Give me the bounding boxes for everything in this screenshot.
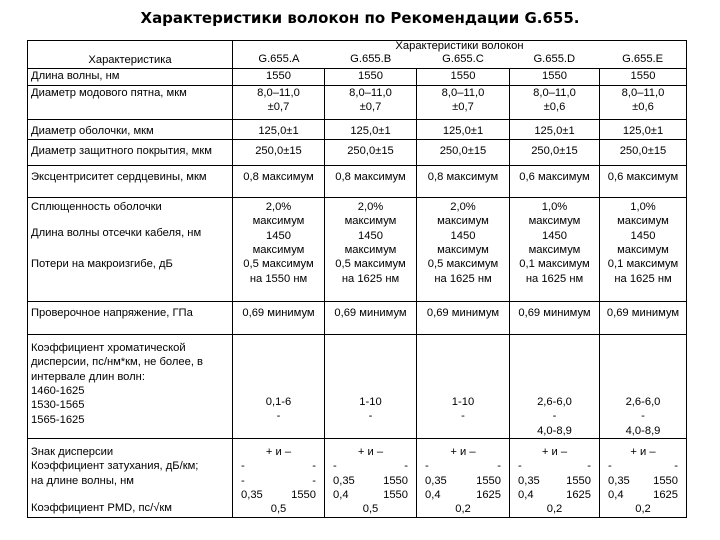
cell-line: максимум (437, 243, 489, 256)
row-label: Потери на макроизгибе, дБ (31, 258, 173, 270)
cell: 0,69 минимум (233, 302, 325, 335)
cell-line: 1625 (653, 488, 678, 501)
cell: 0,8 максимум (325, 166, 417, 198)
table-row (28, 166, 687, 198)
cell-line: ±0,6 (543, 101, 566, 114)
cell-line: - (461, 410, 465, 423)
cell: 1550 (600, 69, 687, 86)
cell: 250,0±15 (233, 140, 325, 166)
cell-pair (235, 488, 322, 502)
cell: 0,6 максимум (600, 166, 687, 198)
cell (325, 86, 417, 120)
table-header-row (28, 41, 687, 69)
cell-line: 0,4 (518, 488, 534, 501)
cell-line: 0,2 (455, 503, 471, 516)
row-label: 1565-1625 (31, 413, 85, 426)
cell (510, 86, 600, 120)
cell: 0,6 максимум (510, 166, 600, 198)
cell-pair (419, 474, 507, 488)
cell: 250,0±15 (325, 140, 417, 166)
cell-line: на 1625 нм (434, 272, 492, 285)
cell-line: на 1625 нм (341, 272, 400, 285)
table-row (28, 86, 687, 120)
cell-pair (512, 488, 597, 502)
row-label: Диаметр модового пятна, мкм (28, 86, 233, 120)
cell-line: на 1625 нм (525, 272, 584, 285)
table-row (28, 335, 687, 439)
cell: 250,0±15 (600, 140, 687, 166)
cell-line: - (404, 460, 408, 473)
cell-line: 0,2 (635, 503, 651, 516)
cell (417, 86, 510, 120)
cell-line: 8,0–11,0 (257, 87, 300, 99)
table-row (28, 69, 687, 86)
cell: 1550 (233, 69, 325, 86)
cell-line: 0,35 (333, 474, 355, 487)
cell-line: ±0,7 (267, 101, 290, 114)
cell-line: 4,0-8,9 (537, 424, 572, 437)
cell-line: 1625 (566, 488, 591, 501)
cell-line: - (497, 460, 501, 473)
cell (233, 86, 325, 120)
row-label: Коэффициент затухания, дБ/км; (31, 460, 199, 473)
cell-line: 1-10 (451, 396, 475, 408)
cell: 125,0±1 (325, 120, 417, 140)
header-group-cell (233, 41, 687, 69)
cell-line: на 1625 нм (614, 272, 672, 285)
table-row (28, 302, 687, 335)
cell-line: - (674, 460, 678, 473)
header-characteristic: Характеристика (88, 53, 172, 66)
row-label: Диаметр защитного покрытия, мкм (28, 140, 233, 166)
page-title: Характеристики волокон по Рекомендации G.655. (140, 9, 580, 27)
cell-line: - (608, 460, 612, 473)
cell-line: - (425, 460, 429, 473)
cell: 1550 (325, 69, 417, 86)
cell (325, 335, 417, 439)
cell-line: 0,4 (333, 488, 349, 501)
cell: 125,0±1 (417, 120, 510, 140)
cell-line: - (518, 460, 522, 473)
cell-pair (419, 488, 507, 502)
cell-line: 0,4 (608, 488, 624, 501)
cell-pair (327, 474, 414, 488)
cell (233, 198, 325, 302)
cell (233, 335, 325, 439)
table-row (28, 198, 687, 302)
cell-line: + и – (450, 446, 476, 458)
cell-line: максимум (437, 215, 489, 228)
table-row (28, 140, 687, 166)
cell-line: 1450 (630, 229, 656, 242)
cell: 250,0±15 (510, 140, 600, 166)
cell-line: 1550 (383, 488, 408, 501)
cell-line: 2,0% (450, 201, 476, 213)
cell-line: 1550 (566, 474, 591, 487)
cell (417, 335, 510, 439)
cell: 0,8 максимум (417, 166, 510, 198)
cell-line: 1,0% (541, 201, 568, 213)
cell-line: 1625 (476, 488, 501, 501)
header-col-d: G.655.D (533, 53, 576, 65)
row-label: Сплющенность оболочки (31, 201, 162, 213)
cell-line: на 1550 нм (249, 272, 308, 285)
cell: 0,69 минимум (600, 302, 687, 335)
cell (600, 198, 687, 302)
cell (600, 335, 687, 439)
cell-line: максимум (528, 243, 581, 256)
cell-line: 2,6-6,0 (625, 396, 661, 408)
cell-pair (235, 459, 322, 473)
cell-line: 0,2 (546, 503, 563, 516)
cell-line: - (587, 460, 591, 473)
cell-pair (419, 459, 507, 473)
row-label-group (28, 439, 233, 518)
cell-line: ±0,7 (452, 101, 474, 114)
cell-line: - (241, 474, 245, 487)
cell-pair (602, 488, 684, 502)
cell: 250,0±15 (417, 140, 510, 166)
row-label: на длине волны, нм (31, 474, 134, 487)
cell-line: 0,5 максимум (335, 258, 406, 271)
cell (600, 439, 687, 518)
fiber-characteristics-table (27, 40, 687, 518)
cell-line: 1-10 (359, 396, 382, 408)
row-label: Проверочное напряжение, ГПа (28, 302, 233, 335)
cell: 125,0±1 (600, 120, 687, 140)
cell: 0,69 минимум (417, 302, 510, 335)
cell-line: 0,5 (270, 503, 287, 516)
cell (600, 86, 687, 120)
cell-pair (602, 459, 684, 473)
cell (325, 439, 417, 518)
header-col-e: G.655.E (622, 53, 664, 65)
cell-line: 2,0% (357, 201, 384, 213)
cell: 0,8 максимум (233, 166, 325, 198)
cell: 0,69 минимум (325, 302, 417, 335)
cell-line: максимум (617, 243, 669, 256)
cell (510, 335, 600, 439)
cell-line: 8,0–11,0 (349, 87, 392, 99)
cell-line: - (276, 410, 281, 423)
cell-line: - (368, 410, 373, 423)
cell-line: - (312, 460, 316, 473)
cell: 1550 (417, 69, 510, 86)
cell-line: 0,35 (425, 474, 447, 487)
row-label-group (28, 335, 233, 439)
cell-line: 0,35 (241, 488, 263, 501)
cell (417, 439, 510, 518)
cell-line: 0,35 (608, 474, 630, 487)
cell: 125,0±1 (510, 120, 600, 140)
cell-pair (327, 488, 414, 502)
cell-line: 1550 (653, 474, 678, 487)
header-col-c: G.655.C (442, 53, 484, 65)
cell (325, 198, 417, 302)
cell-line: 1450 (542, 229, 567, 242)
table-row (28, 439, 687, 518)
cell-line: 0,1 максимум (519, 258, 590, 271)
cell-line: - (641, 410, 645, 423)
header-col-b: G.655.B (350, 53, 392, 65)
cell-line: + и – (265, 446, 292, 458)
cell-line: 2,0% (265, 201, 292, 213)
row-label: Коэффициент PMD, пс/√км (31, 501, 172, 514)
cell-line: - (312, 474, 316, 487)
cell-line: 1550 (383, 474, 408, 487)
cell: 0,69 минимум (510, 302, 600, 335)
cell-line: 4,0-8,9 (625, 424, 661, 437)
row-label: Длина волны, нм (28, 69, 233, 86)
cell: 1550 (510, 69, 600, 86)
cell-line: 0,1-6 (265, 396, 292, 408)
cell-line: 1450 (266, 229, 291, 242)
cell-line: + и – (541, 446, 568, 458)
row-label: Длина волны отсечки кабеля, нм (31, 227, 202, 239)
cell-line: максимум (252, 215, 305, 228)
row-label: 1530-1565 (31, 399, 85, 412)
cell (417, 198, 510, 302)
cell-line: 1450 (358, 229, 383, 242)
row-label: Диаметр оболочки, мкм (28, 120, 233, 140)
cell-line: ±0,7 (359, 101, 382, 114)
cell-pair (327, 459, 414, 473)
cell-line: максимум (344, 215, 397, 228)
cell-line: 1,0% (630, 201, 656, 213)
cell-line: 8,0–11,0 (533, 87, 576, 99)
cell (233, 439, 325, 518)
cell-line: 0,5 максимум (243, 258, 314, 271)
cell-pair (512, 474, 597, 488)
cell-line: 8,0–11,0 (621, 87, 665, 99)
cell-line: 0,5 (362, 503, 379, 516)
cell-line: 8,0–11,0 (441, 87, 485, 99)
cell-pair (512, 459, 597, 473)
cell: 125,0±1 (233, 120, 325, 140)
cell-line: 0,5 максимум (427, 258, 499, 271)
cell-line: максимум (344, 243, 397, 256)
cell-line: 0,1 максимум (607, 258, 679, 271)
cell-line: 1450 (450, 229, 476, 242)
cell-line: + и – (630, 446, 656, 458)
row-label: 1460-1625 (31, 384, 85, 397)
cell (510, 439, 600, 518)
row-label: интервале длин волн: (31, 370, 145, 383)
header-col-a: G.655.A (258, 53, 300, 65)
table-row (28, 120, 687, 140)
cell-line: 1550 (476, 474, 501, 487)
cell-line: максимум (252, 243, 305, 256)
cell-line: максимум (528, 215, 581, 228)
header-columns (233, 52, 686, 66)
row-label-group (28, 198, 233, 302)
header-group: Характеристики волокон (395, 40, 524, 52)
cell-line: 1550 (291, 488, 316, 501)
row-label: Коэффициент хроматической (31, 342, 186, 354)
row-label: дисперсии, пс/нм*км, не более, в (31, 356, 203, 369)
cell-line: 0,4 (425, 488, 441, 501)
cell-line: - (241, 460, 245, 473)
header-characteristic-cell (28, 41, 233, 69)
cell-pair (602, 474, 684, 488)
cell-line: 2,6-6,0 (537, 396, 572, 408)
cell-pair (235, 474, 322, 488)
cell (510, 198, 600, 302)
row-label: Эксцентриситет сердцевины, мкм (28, 166, 233, 198)
cell-line: максимум (617, 215, 669, 228)
cell-line: + и – (357, 446, 384, 458)
cell-line: - (333, 460, 337, 473)
cell-line: 0,35 (518, 474, 540, 487)
cell-line: ±0,6 (632, 101, 654, 114)
cell-line: - (552, 410, 557, 423)
row-label: Знак дисперсии (31, 446, 114, 458)
